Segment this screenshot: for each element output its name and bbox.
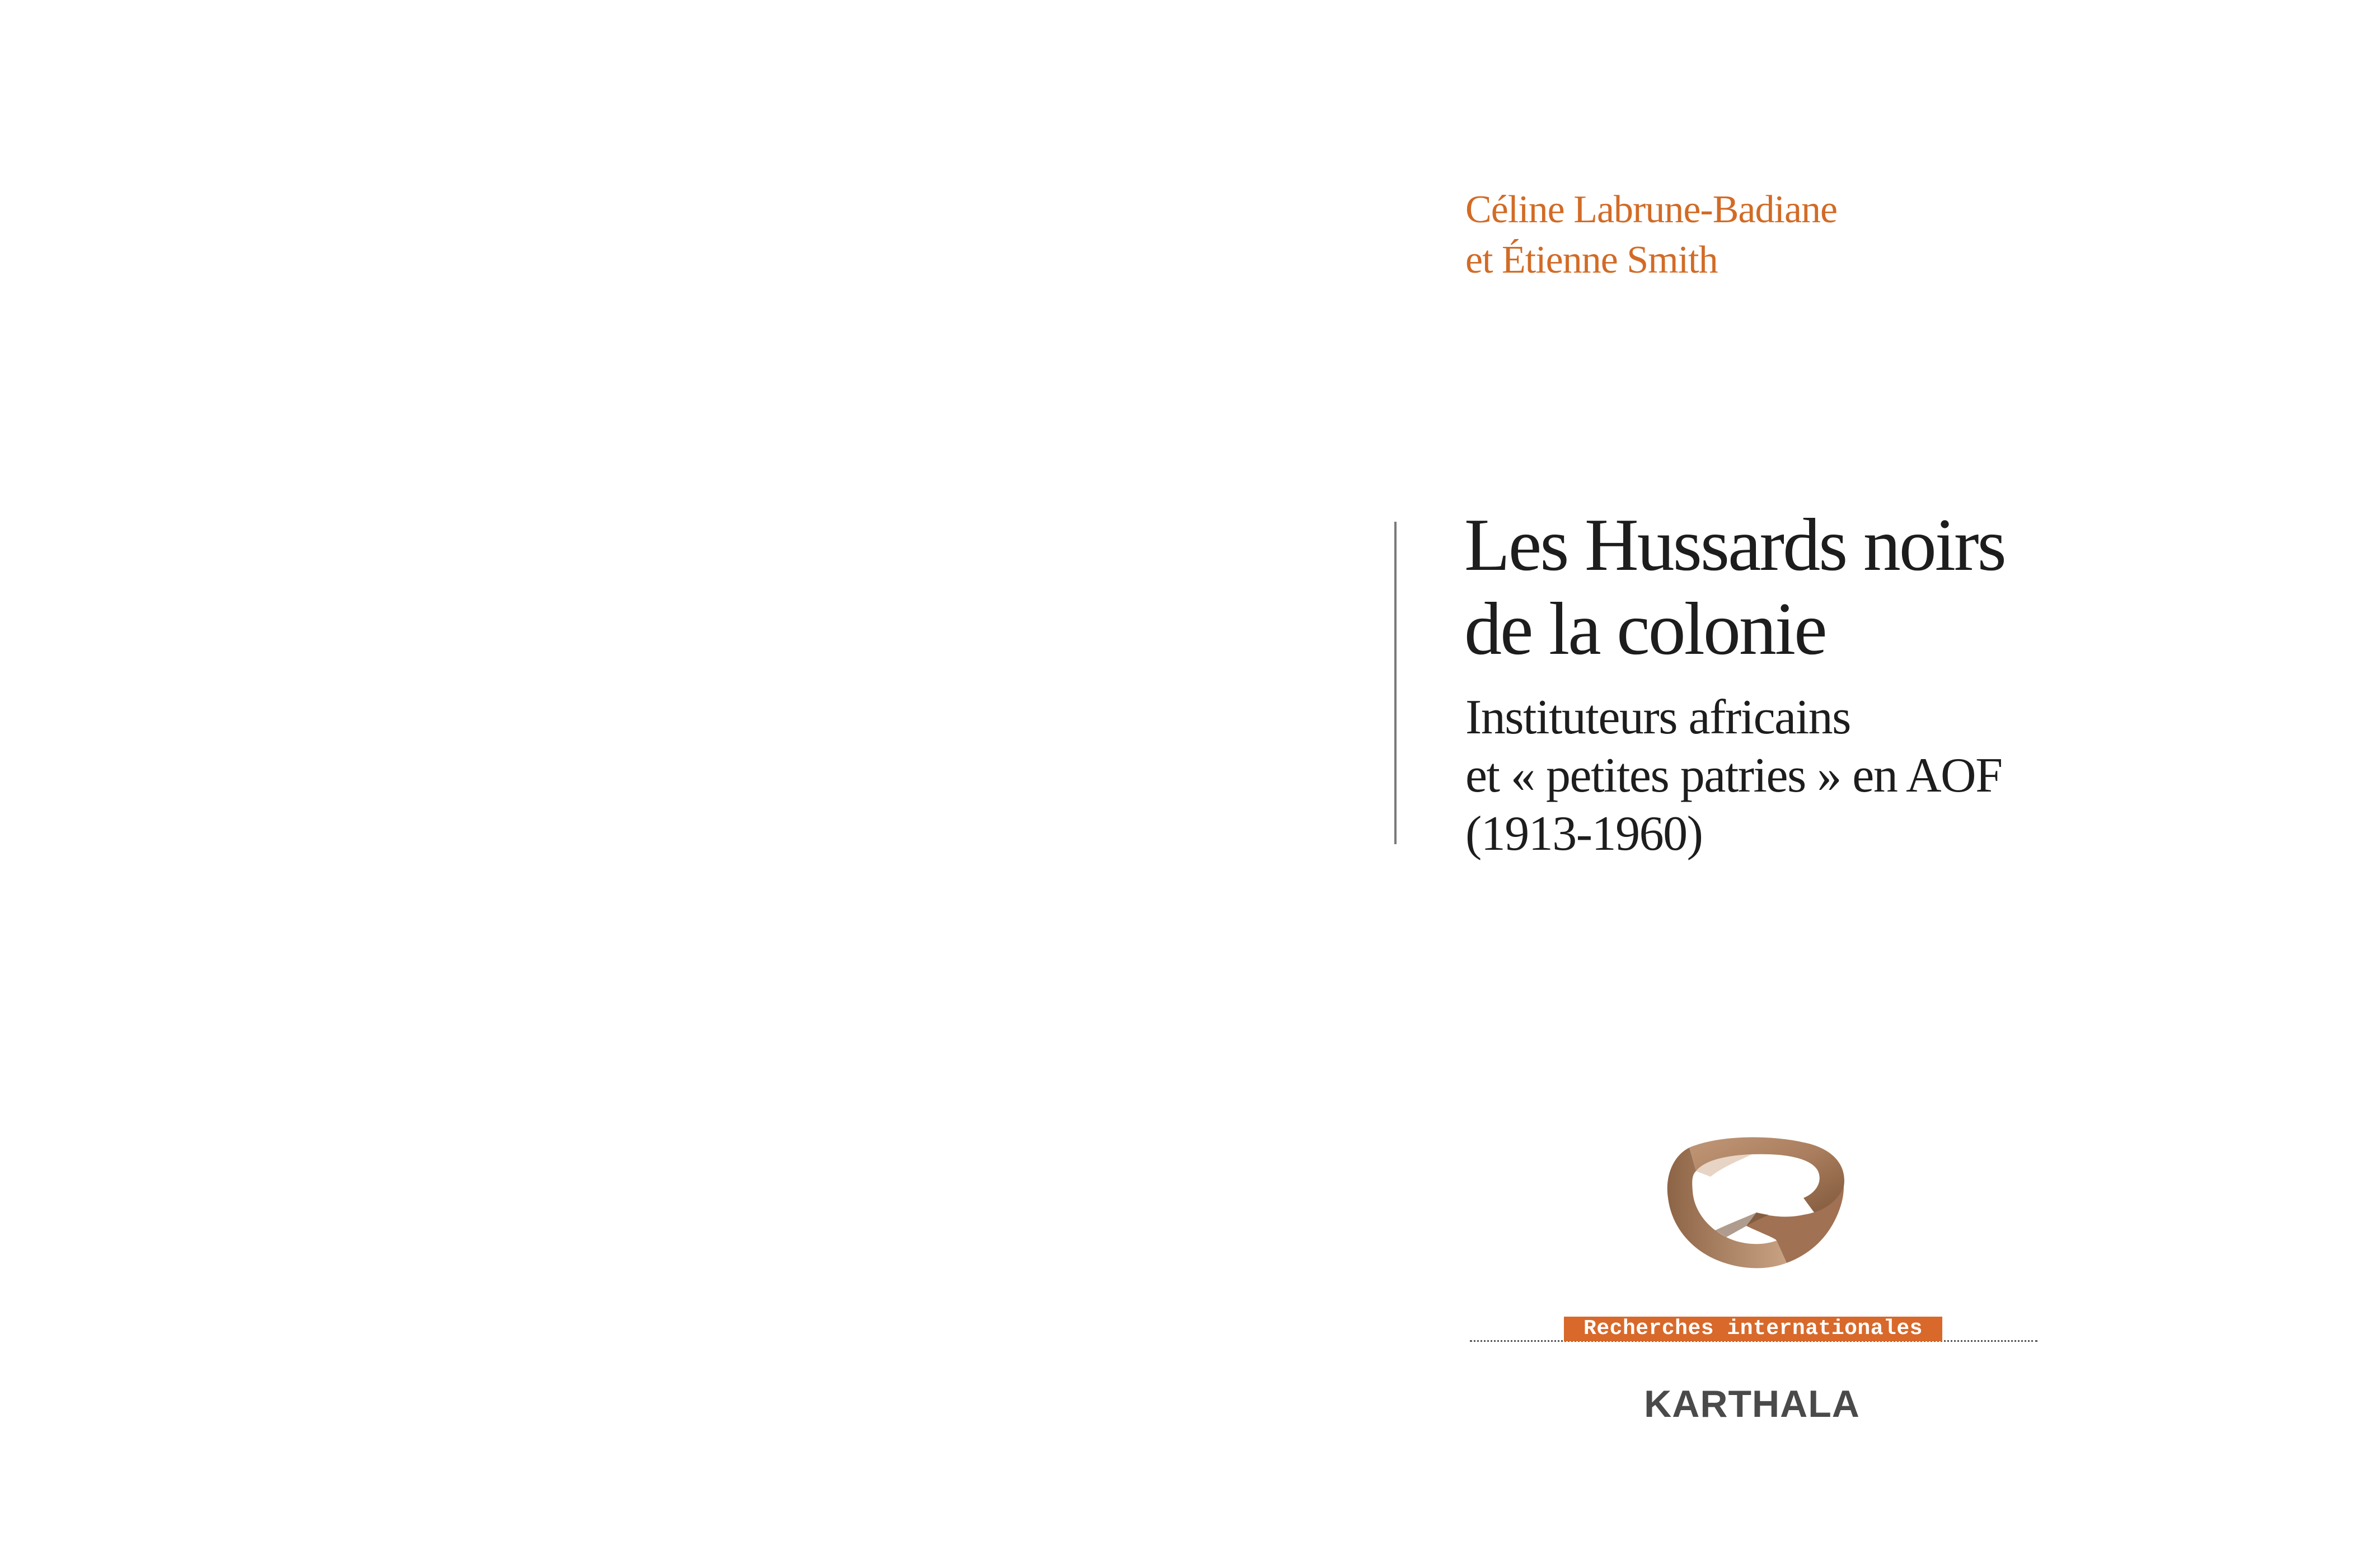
- subtitle-line-3: (1913-1960): [1465, 807, 1703, 861]
- author-line-2: et Étienne Smith: [1465, 238, 1718, 282]
- author-line-1: Céline Labrune-Badiane: [1465, 188, 1838, 231]
- authors: [1465, 185, 1837, 285]
- title-line-1: Les Hussards noirs: [1464, 503, 2005, 586]
- book-subtitle: [1465, 689, 2002, 863]
- mobius-strip-icon: [1657, 1131, 1853, 1282]
- subtitle-line-2: et « petites patries » en AOF: [1465, 748, 2002, 803]
- book-title: [1464, 503, 2005, 671]
- title-line-2: de la colonie: [1464, 587, 1826, 670]
- title-vertical-rule: [1394, 522, 1397, 844]
- publisher-name: KARTHALA: [1644, 1383, 1860, 1425]
- series-bar: [1470, 1317, 2037, 1344]
- subtitle-line-1: Instituteurs africains: [1465, 690, 1850, 745]
- series-label: Recherches internationales: [1564, 1317, 1942, 1341]
